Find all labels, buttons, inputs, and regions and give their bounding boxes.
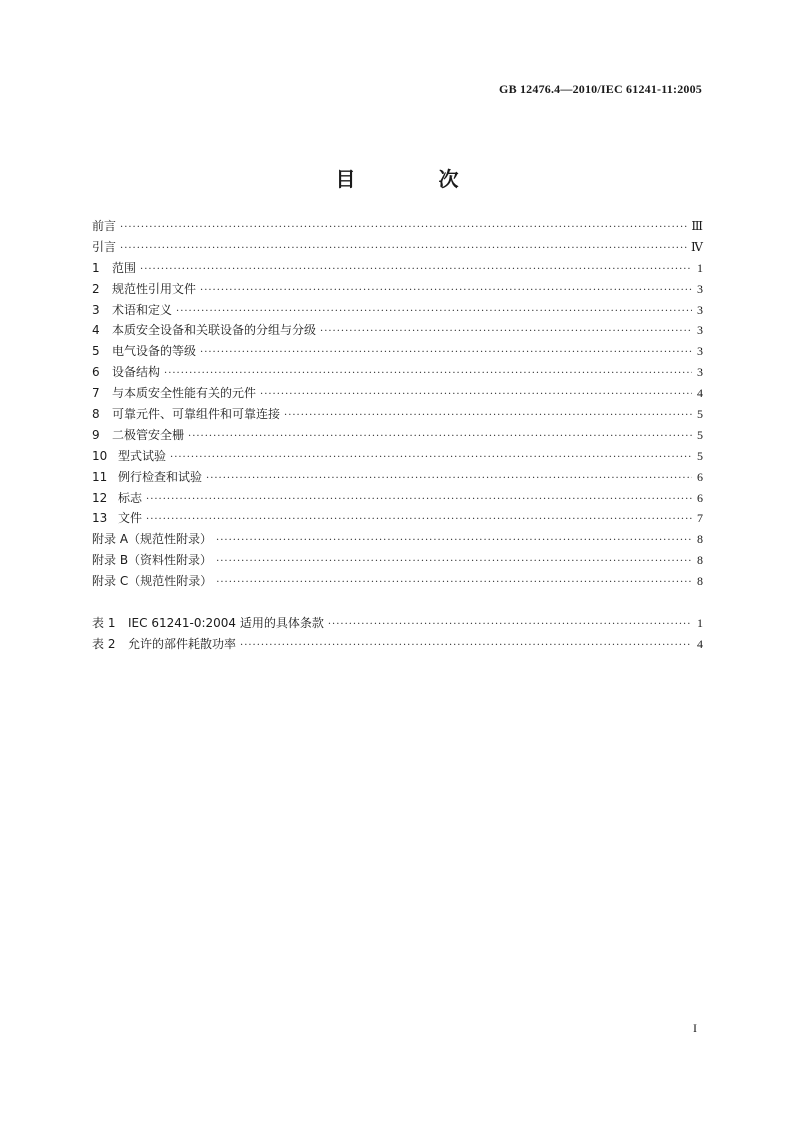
toc-page: 5 bbox=[697, 427, 703, 442]
table-page: 4 bbox=[697, 636, 703, 651]
toc-entry-8[interactable] bbox=[92, 405, 703, 426]
dot-leader bbox=[140, 264, 692, 275]
toc-page: 5 bbox=[697, 448, 703, 463]
dot-leader bbox=[146, 514, 692, 525]
dot-leader bbox=[216, 556, 692, 567]
toc-page: 8 bbox=[697, 532, 703, 547]
toc-label: 引言 bbox=[92, 239, 117, 254]
table-number: 表 2 bbox=[92, 636, 116, 651]
dot-leader bbox=[176, 306, 692, 317]
toc-entry-13[interactable] bbox=[92, 509, 703, 530]
toc-entry-annex-b[interactable] bbox=[92, 551, 703, 572]
dot-leader bbox=[328, 619, 692, 630]
page-number: I bbox=[693, 1021, 697, 1035]
toc-entry-11[interactable] bbox=[92, 468, 703, 489]
page-title: 目 次 bbox=[335, 167, 497, 192]
toc-page: 3 bbox=[697, 302, 703, 317]
table-label: IEC 61241-0:2004 适用的具体条款 bbox=[128, 616, 324, 630]
table-entry-1[interactable] bbox=[92, 614, 703, 635]
toc-page: 5 bbox=[697, 407, 703, 422]
toc-label: 术语和定义 bbox=[112, 302, 173, 317]
dot-leader bbox=[216, 577, 692, 588]
toc-number: 1 bbox=[92, 260, 100, 275]
toc-label: 规范性引用文件 bbox=[112, 281, 197, 296]
toc-label: 附录 C（规范性附录） bbox=[92, 574, 213, 589]
toc-entry-6[interactable] bbox=[92, 363, 703, 384]
dot-leader bbox=[206, 473, 692, 484]
standard-number: GB 12476.4—2010/IEC 61241-11:2005 bbox=[499, 82, 702, 96]
dot-leader bbox=[200, 347, 692, 358]
toc-page: 3 bbox=[697, 323, 703, 338]
toc-label: 标志 bbox=[118, 490, 143, 505]
toc-label: 电气设备的等级 bbox=[112, 344, 197, 359]
toc-entry-2[interactable] bbox=[92, 280, 703, 301]
toc-page: 8 bbox=[697, 553, 703, 568]
toc-label: 二极管安全栅 bbox=[112, 427, 185, 442]
toc-label: 可靠元件、可靠组件和可靠连接 bbox=[112, 407, 281, 422]
dot-leader bbox=[188, 431, 692, 442]
toc-label: 附录 A（规范性附录） bbox=[92, 532, 213, 547]
toc-page: 6 bbox=[697, 490, 703, 505]
toc-entry-4[interactable] bbox=[92, 321, 703, 342]
list-of-tables bbox=[92, 614, 703, 656]
toc-entry-10[interactable] bbox=[92, 447, 703, 468]
table-label: 允许的部件耗散功率 bbox=[128, 636, 237, 651]
toc-page: 3 bbox=[697, 344, 703, 359]
table-entry-2[interactable] bbox=[92, 635, 703, 656]
table-page: 1 bbox=[697, 616, 703, 630]
dot-leader bbox=[164, 368, 692, 379]
toc-page: 7 bbox=[697, 511, 703, 526]
toc-page: 4 bbox=[697, 386, 703, 401]
toc-number: 10 bbox=[92, 448, 108, 463]
toc-entry-1[interactable] bbox=[92, 259, 703, 280]
toc-number: 11 bbox=[92, 469, 108, 484]
toc-number: 7 bbox=[92, 386, 100, 401]
toc-page: 3 bbox=[697, 365, 703, 380]
dot-leader bbox=[170, 452, 692, 463]
dot-leader bbox=[284, 410, 692, 421]
toc-page: Ⅳ bbox=[691, 239, 703, 254]
dot-leader bbox=[120, 222, 688, 233]
toc-label: 本质安全设备和关联设备的分组与分级 bbox=[112, 323, 317, 338]
dot-leader bbox=[260, 389, 692, 400]
toc-entry-5[interactable] bbox=[92, 342, 703, 363]
table-number: 表 1 bbox=[92, 616, 116, 630]
toc-number: 12 bbox=[92, 490, 108, 505]
toc-entry-3[interactable] bbox=[92, 301, 703, 322]
toc-page: 1 bbox=[697, 260, 703, 275]
toc-entry-annex-c[interactable] bbox=[92, 572, 703, 593]
toc-number: 9 bbox=[92, 427, 100, 442]
dot-leader bbox=[216, 535, 692, 546]
toc-entry-annex-a[interactable] bbox=[92, 530, 703, 551]
dot-leader bbox=[146, 494, 692, 505]
toc-number: 4 bbox=[92, 323, 100, 338]
toc-label: 例行检查和试验 bbox=[118, 469, 203, 484]
toc-number: 5 bbox=[92, 344, 100, 359]
toc-entry-preface[interactable] bbox=[92, 217, 703, 238]
dot-leader bbox=[240, 640, 692, 651]
toc-number: 6 bbox=[92, 365, 100, 380]
toc-label: 与本质安全性能有关的元件 bbox=[112, 386, 257, 401]
toc-number: 2 bbox=[92, 281, 100, 296]
toc-page: Ⅲ bbox=[691, 219, 703, 233]
toc-entry-7[interactable] bbox=[92, 384, 703, 405]
toc-page: 3 bbox=[697, 281, 703, 296]
toc-label: 范围 bbox=[112, 260, 137, 275]
dot-leader bbox=[200, 285, 692, 296]
toc-entry-12[interactable] bbox=[92, 489, 703, 510]
dot-leader bbox=[120, 243, 688, 254]
toc-number: 8 bbox=[92, 407, 100, 422]
dot-leader bbox=[320, 326, 692, 337]
toc-label: 文件 bbox=[118, 511, 143, 526]
toc-number: 13 bbox=[92, 511, 108, 526]
toc-page: 6 bbox=[697, 469, 703, 484]
toc-label: 型式试验 bbox=[118, 448, 167, 463]
toc-label: 设备结构 bbox=[112, 365, 161, 380]
toc-label: 附录 B（资料性附录） bbox=[92, 553, 213, 568]
toc-number: 3 bbox=[92, 302, 100, 317]
toc-label: 前言 bbox=[92, 219, 117, 233]
toc-entry-introduction[interactable] bbox=[92, 238, 703, 259]
toc-entry-9[interactable] bbox=[92, 426, 703, 447]
toc-page: 8 bbox=[697, 574, 703, 589]
table-of-contents bbox=[92, 217, 703, 593]
